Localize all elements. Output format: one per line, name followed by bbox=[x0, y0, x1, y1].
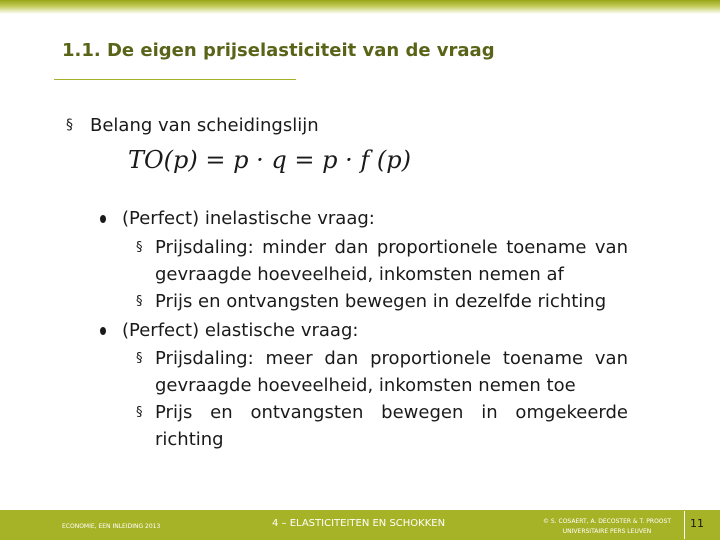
round-bullet-icon bbox=[100, 327, 106, 335]
sub-bullet-elastic: (Perfect) elastische vraag: bbox=[122, 320, 359, 341]
list-item-text: Prijs en ontvangsten bewegen in omgekeerde richting bbox=[155, 402, 628, 450]
list-item bbox=[136, 288, 628, 315]
list-item bbox=[136, 399, 628, 453]
sub-bullet-inelastic: (Perfect) inelastische vraag: bbox=[122, 208, 375, 229]
footer-chapter: 4 – ELASTICITEITEN EN SCHOKKEN bbox=[272, 518, 446, 529]
slide-title: 1.1. De eigen prijselasticiteit van de vraag bbox=[62, 40, 495, 61]
list-item bbox=[136, 234, 628, 288]
list-item-text: Prijsdaling: minder dan proportionele toename van gevraagde hoeveelheid, inkomsten nemen af bbox=[155, 237, 628, 285]
main-bullet-text: Belang van scheidingslijn bbox=[90, 115, 319, 136]
round-bullet-icon bbox=[100, 215, 106, 223]
square-bullet-icon: § bbox=[66, 117, 73, 133]
list-item-text: Prijsdaling: meer dan proportionele toename van gevraagde hoeveelheid, inkomsten nemen toe bbox=[155, 348, 628, 396]
title-underline bbox=[54, 79, 296, 80]
list-item bbox=[136, 345, 628, 399]
main-bullet bbox=[66, 115, 319, 136]
page-number: 11 bbox=[690, 517, 704, 530]
footer-copyright bbox=[530, 517, 684, 537]
square-bullet-icon: § bbox=[136, 294, 143, 309]
revenue-formula: TO(p) = p · q = p · f (p) bbox=[128, 146, 411, 174]
footer-publisher: UNIVERSITAIRE PERS LEUVEN bbox=[562, 528, 652, 535]
square-bullet-icon: § bbox=[136, 405, 143, 420]
square-bullet-icon: § bbox=[136, 240, 143, 255]
top-accent-band bbox=[0, 0, 720, 14]
square-bullet-icon: § bbox=[136, 351, 143, 366]
list-item-text: Prijs en ontvangsten bewegen in dezelfde richting bbox=[155, 291, 607, 312]
footer-divider bbox=[684, 511, 685, 539]
footer-authors: © S. COSAERT, A. DECOSTER & T. PROOST bbox=[542, 518, 671, 525]
footer-course: ECONOMIE, EEN INLEIDING 2013 bbox=[62, 523, 161, 530]
